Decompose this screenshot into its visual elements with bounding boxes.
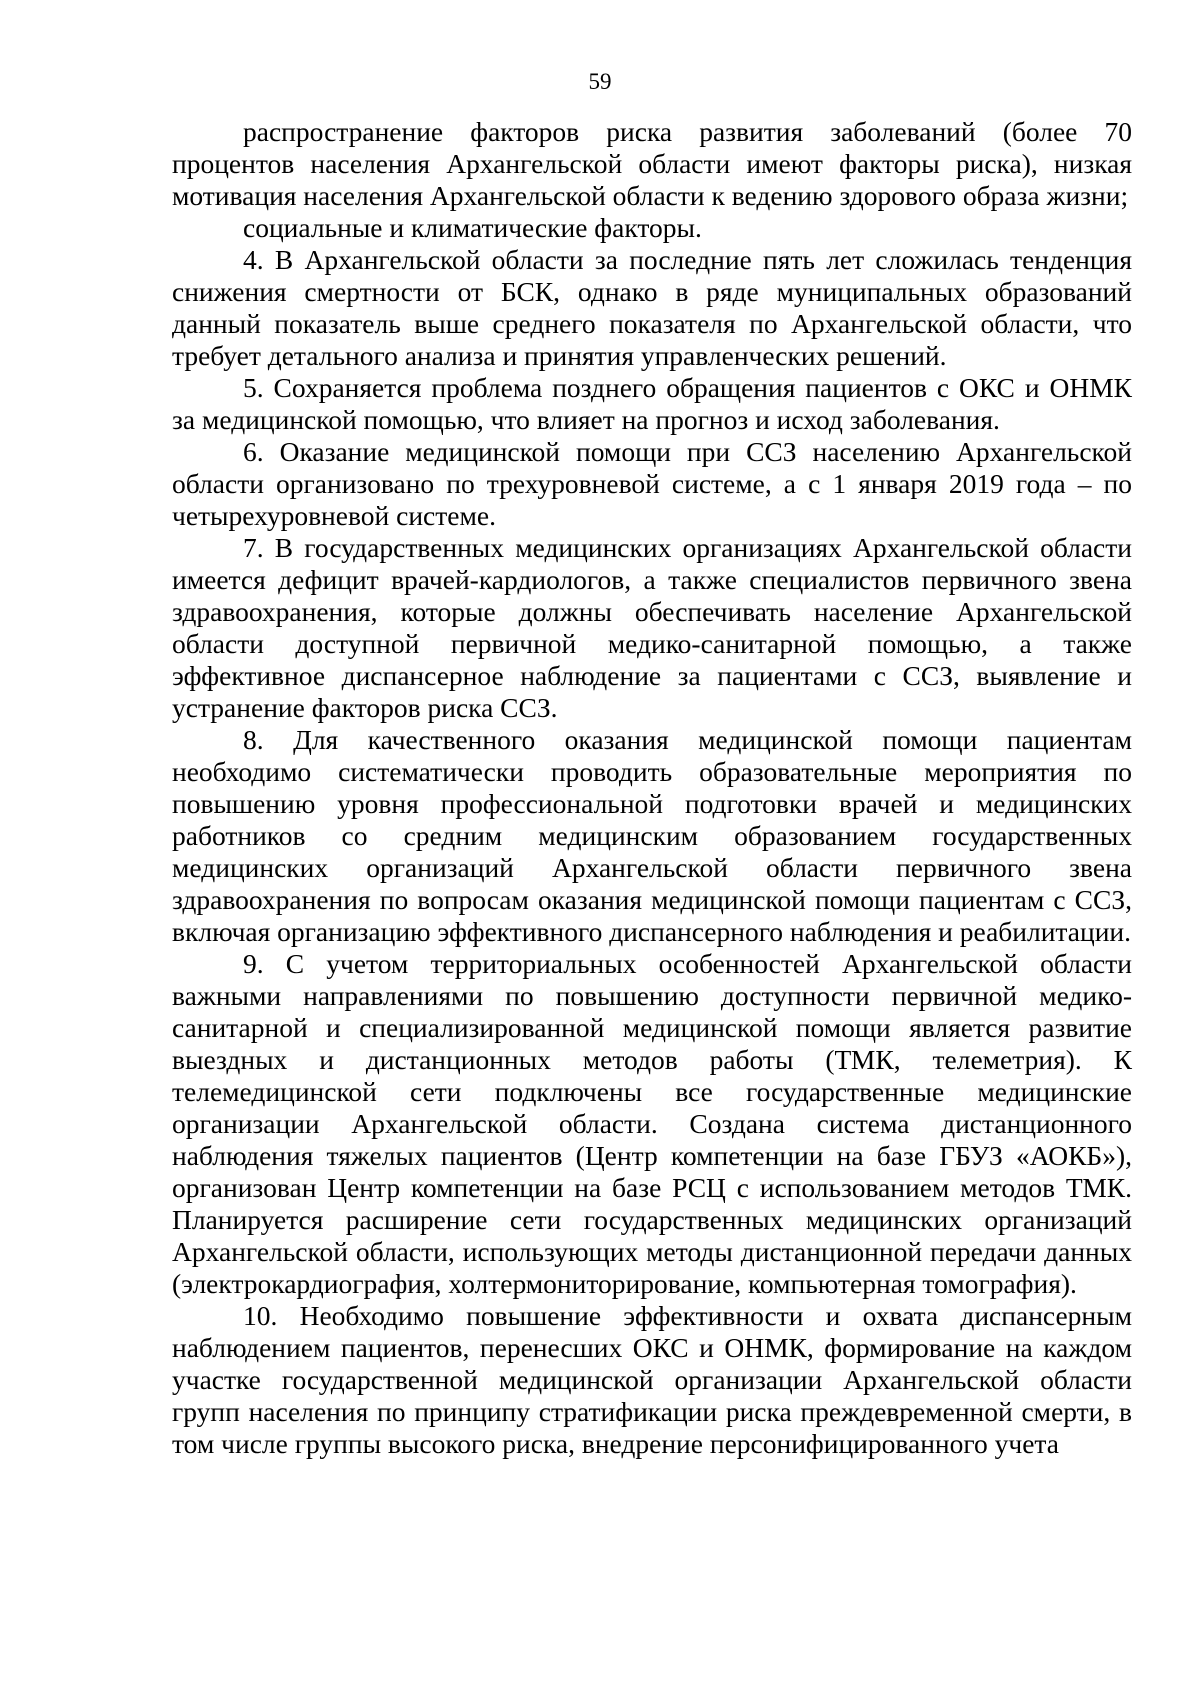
paragraph-risk-factors: распространение факторов риска развития заболеваний (более 70 процентов населения Архангельской области имеют факторы риска), низкая мотивация населения Архангельской области к ведению здорового образа жизни;	[172, 116, 1132, 211]
paragraph-item-5: 5. Сохраняется проблема позднего обращения пациентов с ОКС и ОНМК за медицинской помощью, что влияет на прогноз и исход заболевания.	[172, 372, 1132, 435]
paragraph-item-9: 9. С учетом территориальных особенностей Архангельской области важными направлениями по повышению доступности первичной медико-санитарной и специализированной медицинской помощи является развитие выездных и дистанционных методов работы (ТМК, телеметрия). К телемедицинской сети подключены все государственные медицинские организации Архангельской области. Создана система дистанционного наблюдения тяжелых пациентов (Центр компетенции на базе ГБУЗ «АОКБ»), организован Центр компетенции на базе РСЦ с использованием методов ТМК. Планируется расширение сети государственных медицинских организаций Архангельской области, использующих методы дистанционной передачи данных (электрокардиография, холтермониторирование, компьютерная томография).	[172, 948, 1132, 1299]
paragraph-social-climatic: социальные и климатические факторы.	[243, 212, 702, 243]
paragraph-item-7: 7. В государственных медицинских организациях Архангельской области имеется дефицит врачей-кардиологов, а также специалистов первичного звена здравоохранения, которые должны обеспечивать население Архангельской области доступной первичной медико-санитарной помощью, а также эффективное диспансерное наблюдение за пациентами с ССЗ, выявление и устранение факторов риска ССЗ.	[172, 532, 1132, 723]
page-number: 59	[588, 69, 612, 94]
paragraph-item-6: 6. Оказание медицинской помощи при ССЗ населению Архангельской области организовано по трехуровневой системе, а с 1 января 2019 года – по четырехуровневой системе.	[172, 436, 1132, 531]
document-body	[172, 116, 1132, 1460]
paragraph-item-8: 8. Для качественного оказания медицинской помощи пациентам необходимо систематически проводить образовательные мероприятия по повышению уровня профессиональной подготовки врачей и медицинских работников со средним медицинским образованием государственных медицинских организаций Архангельской области первичного звена здравоохранения по вопросам оказания медицинской помощи пациентам с ССЗ, включая организацию эффективного диспансерного наблюдения и реабилитации.	[172, 724, 1132, 947]
paragraph-item-10: 10. Необходимо повышение эффективности и охвата диспансерным наблюдением пациентов, перенесших ОКС и ОНМК, формирование на каждом участке государственной медицинской организации Архангельской области групп населения по принципу стратификации риска преждевременной смерти, в том числе группы высокого риска, внедрение персонифицированного учета	[172, 1300, 1132, 1459]
paragraph-item-4: 4. В Архангельской области за последние пять лет сложилась тенденция снижения смертности от БСК, однако в ряде муниципальных образований данный показатель выше среднего показателя по Архангельской области, что требует детального анализа и принятия управленческих решений.	[172, 244, 1132, 371]
